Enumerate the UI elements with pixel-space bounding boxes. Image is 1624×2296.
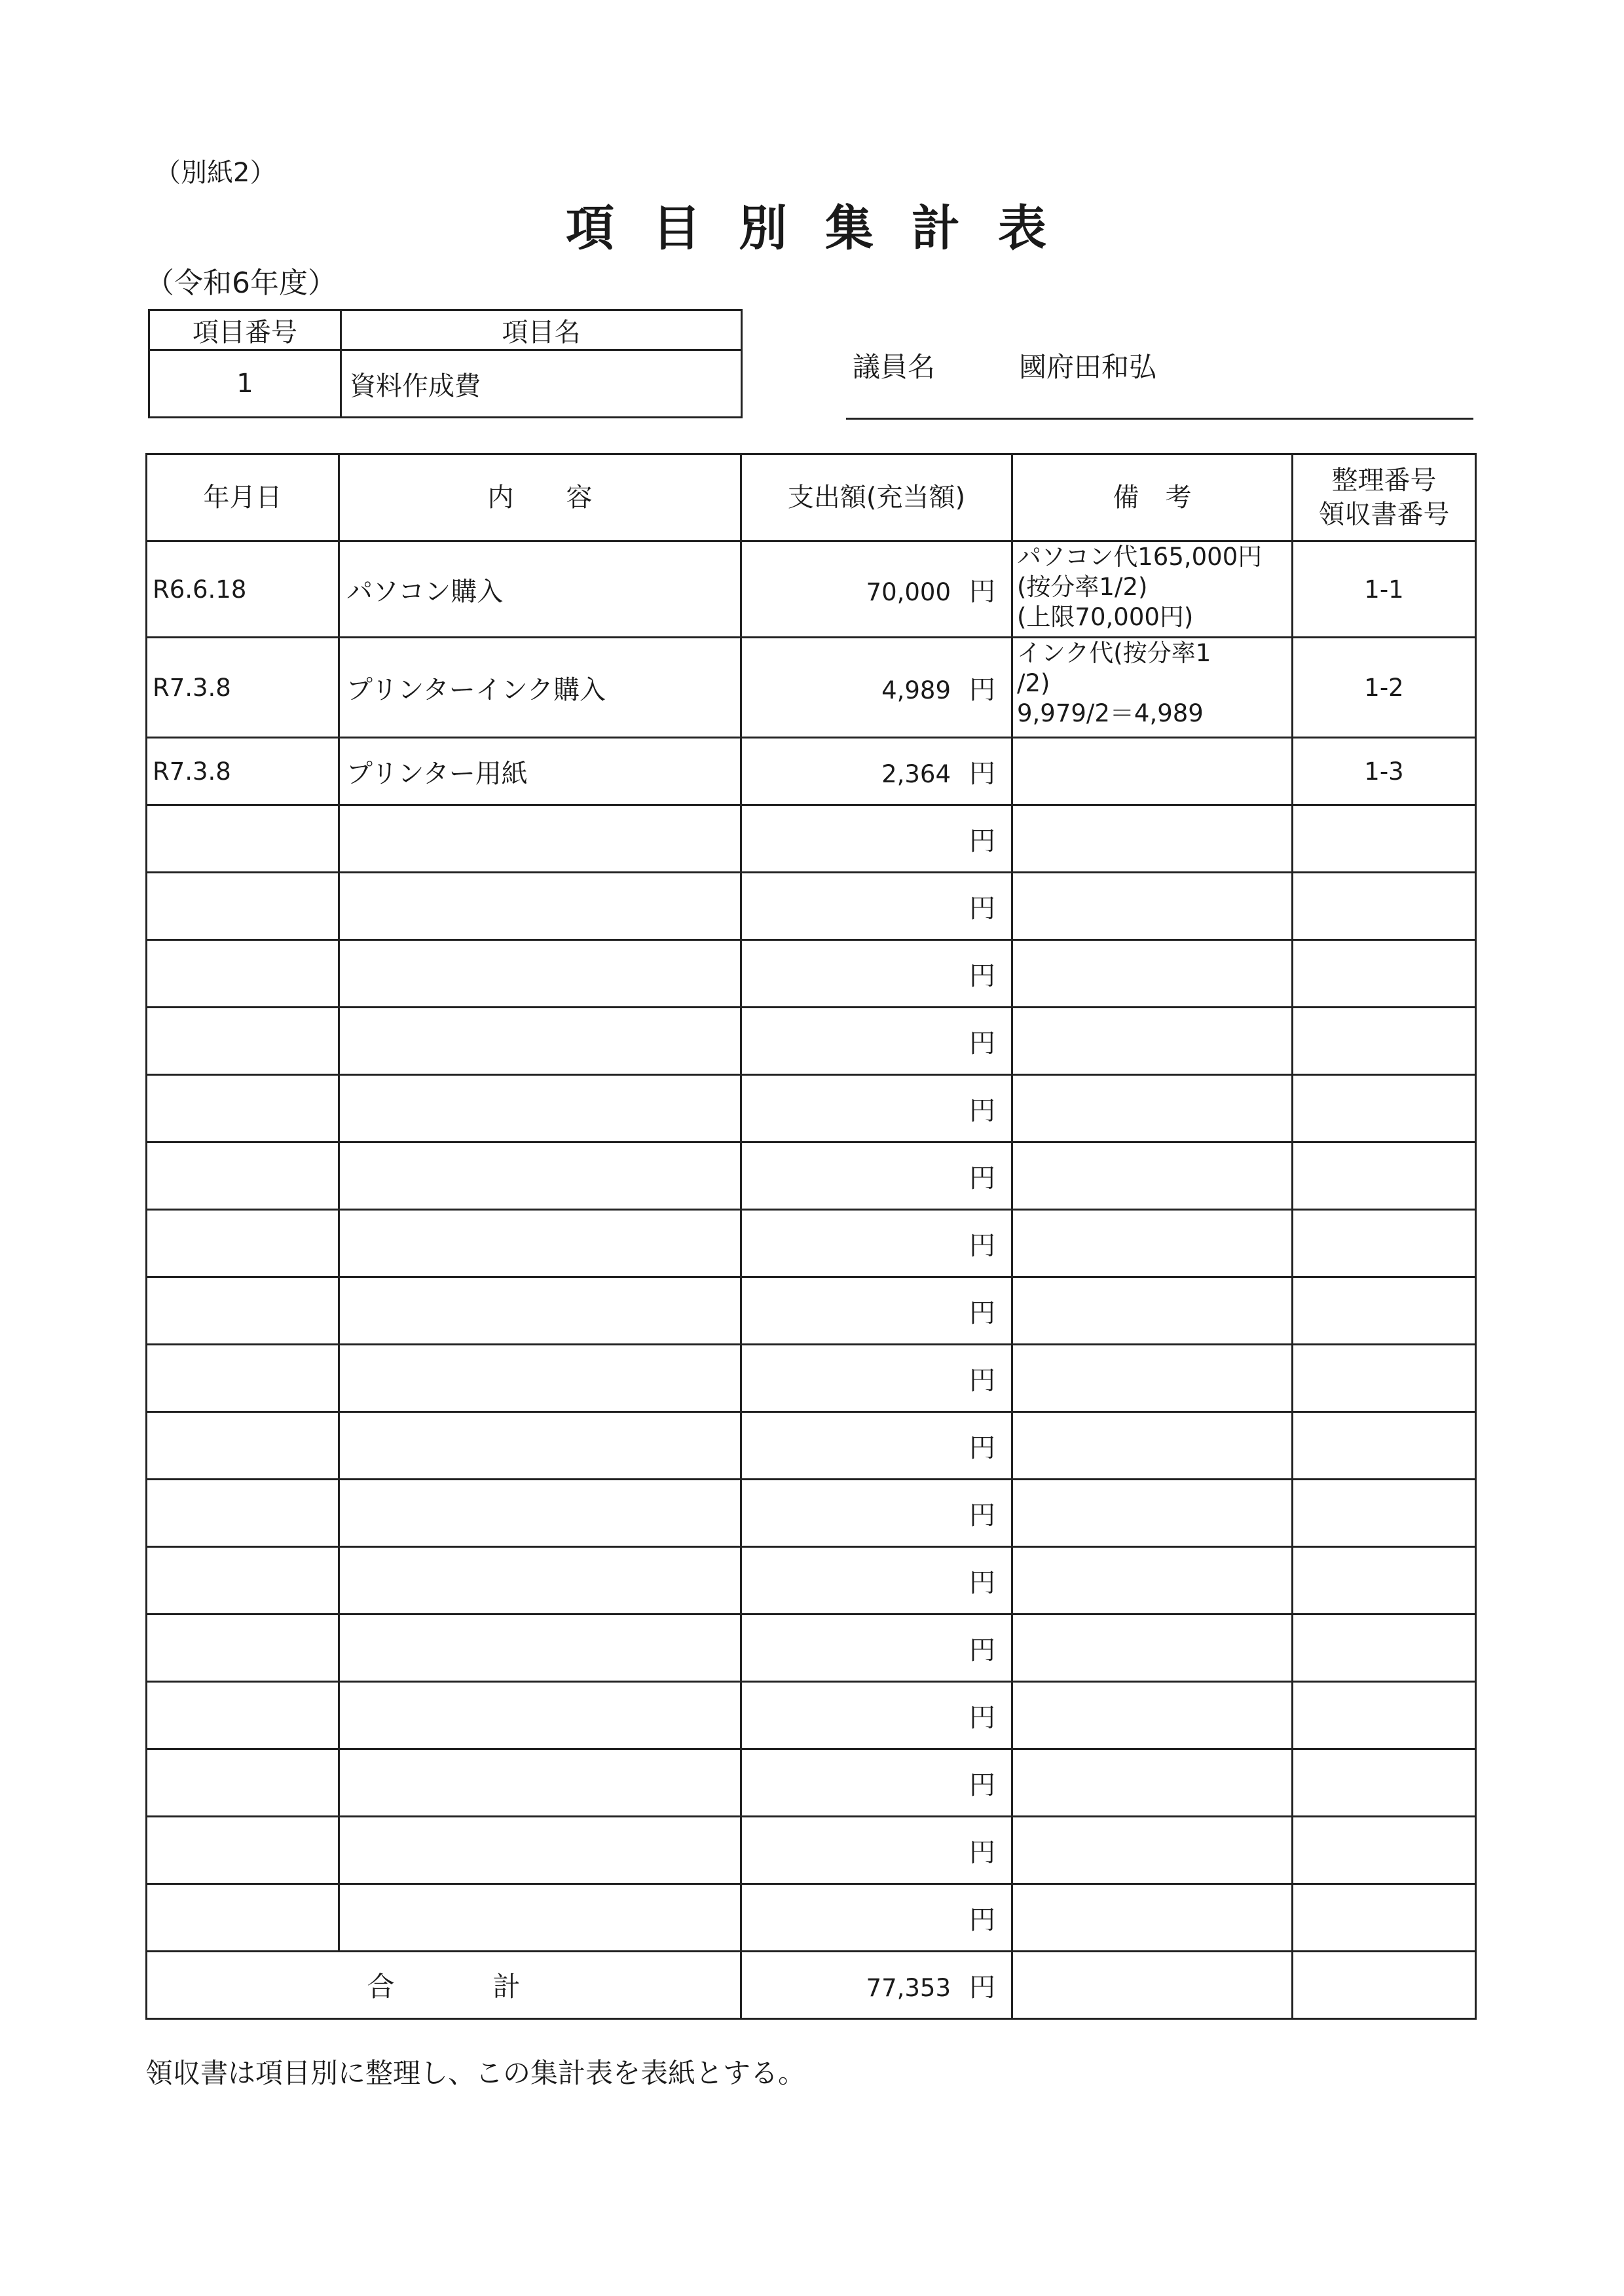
row-date (147, 1412, 339, 1480)
row-receipt (1293, 1884, 1476, 1952)
note-header: 備 考 (1012, 454, 1293, 541)
row-amount (741, 1884, 1012, 1952)
row-date (147, 873, 339, 940)
row-note (1012, 1749, 1293, 1817)
row-content (339, 1345, 741, 1412)
fiscal-year: （令和6年度） (145, 266, 337, 300)
row-amount (741, 738, 1012, 805)
empty-table-row (147, 805, 1476, 873)
row-date (147, 1884, 339, 1952)
amount-header: 支出額(充当額) (741, 454, 1012, 541)
row-receipt (1293, 1142, 1476, 1210)
row-date (147, 1008, 339, 1075)
row-receipt (1293, 1682, 1476, 1749)
yen-unit: 円 (969, 1230, 995, 1261)
row-amount (741, 1210, 1012, 1277)
yen-unit: 円 (969, 1298, 995, 1328)
row-note-line: (上限70,000円) (1017, 603, 1194, 631)
yen-unit: 円 (969, 893, 995, 924)
table-row (147, 738, 1476, 805)
yen-unit: 円 (969, 758, 995, 789)
row-content: プリンターインク購入 (339, 638, 741, 738)
row-note (1012, 1480, 1293, 1547)
row-note (1012, 805, 1293, 873)
empty-table-row (147, 1008, 1476, 1075)
row-date (147, 1480, 339, 1547)
row-content (339, 1547, 741, 1614)
row-receipt (1293, 1075, 1476, 1142)
row-note (1012, 1345, 1293, 1412)
yen-unit: 円 (969, 1904, 995, 1935)
row-receipt: 1-2 (1293, 638, 1476, 738)
row-date (147, 1277, 339, 1345)
row-amount-value: 70,000 (866, 577, 951, 606)
row-date (147, 805, 339, 873)
row-date (147, 1345, 339, 1412)
yen-unit: 円 (969, 1028, 995, 1059)
table-row (147, 541, 1476, 638)
expense-table (145, 453, 1477, 2020)
attachment-label: （別紙2） (155, 158, 276, 188)
row-content (339, 1210, 741, 1277)
item-number: 1 (149, 350, 341, 418)
empty-table-row (147, 1277, 1476, 1345)
row-content (339, 805, 741, 873)
member-underline (846, 418, 1473, 420)
row-note-line: /2) (1017, 669, 1050, 697)
item-number-header: 項目番号 (149, 310, 341, 350)
row-receipt (1293, 1480, 1476, 1547)
table-row (147, 638, 1476, 738)
yen-unit: 円 (969, 1635, 995, 1666)
row-receipt (1293, 1008, 1476, 1075)
row-content (339, 940, 741, 1008)
yen-unit: 円 (969, 1702, 995, 1733)
empty-table-row (147, 1884, 1476, 1952)
row-amount (741, 940, 1012, 1008)
row-note (1012, 1547, 1293, 1614)
row-note (1012, 1817, 1293, 1884)
date-header: 年月日 (147, 454, 339, 541)
row-content (339, 1749, 741, 1817)
row-amount (741, 1277, 1012, 1345)
row-date (147, 1210, 339, 1277)
row-note (1012, 1277, 1293, 1345)
row-content (339, 1614, 741, 1682)
row-note (1012, 1884, 1293, 1952)
yen-unit: 円 (969, 576, 995, 607)
total-amount-value: 77,353 (866, 1973, 951, 2002)
row-amount (741, 1008, 1012, 1075)
row-amount (741, 805, 1012, 873)
row-content (339, 1277, 741, 1345)
footnote: 領収書は項目別に整理し、この集計表を表紙とする。 (145, 2057, 806, 2089)
row-note (1012, 541, 1293, 638)
row-amount (741, 1682, 1012, 1749)
row-note-line: (按分率1/2) (1017, 573, 1148, 601)
row-content: パソコン購入 (339, 541, 741, 638)
yen-unit: 円 (969, 1432, 995, 1463)
row-content (339, 1480, 741, 1547)
row-date (147, 1547, 339, 1614)
row-amount (741, 1142, 1012, 1210)
row-amount-value: 2,364 (881, 759, 951, 788)
row-note (1012, 1008, 1293, 1075)
yen-unit: 円 (969, 674, 995, 705)
empty-table-row (147, 1817, 1476, 1884)
total-amount (741, 1952, 1012, 2019)
empty-table-row (147, 1075, 1476, 1142)
empty-table-row (147, 1682, 1476, 1749)
page-title: 項目別集計表 (566, 200, 1084, 257)
row-note (1012, 1614, 1293, 1682)
yen-unit: 円 (969, 1500, 995, 1531)
row-note (1012, 1142, 1293, 1210)
row-content (339, 1008, 741, 1075)
row-amount (741, 1075, 1012, 1142)
row-content (339, 1412, 741, 1480)
row-note (1012, 873, 1293, 940)
total-label: 合計 (147, 1952, 741, 2019)
row-amount (741, 638, 1012, 738)
row-receipt (1293, 1210, 1476, 1277)
yen-unit: 円 (969, 1972, 995, 2003)
row-amount (741, 1749, 1012, 1817)
row-amount (741, 1547, 1012, 1614)
row-date (147, 1075, 339, 1142)
row-note (1012, 638, 1293, 738)
row-note (1012, 940, 1293, 1008)
empty-table-row (147, 1480, 1476, 1547)
row-note (1012, 1412, 1293, 1480)
row-amount (741, 1614, 1012, 1682)
yen-unit: 円 (969, 1365, 995, 1396)
row-note-line: 9,979/2＝4,989 (1017, 699, 1204, 727)
row-receipt (1293, 940, 1476, 1008)
empty-table-row (147, 940, 1476, 1008)
content-header: 内 容 (339, 454, 741, 541)
row-date (147, 1614, 339, 1682)
row-date (147, 940, 339, 1008)
row-content (339, 1817, 741, 1884)
row-receipt (1293, 873, 1476, 940)
row-amount (741, 1412, 1012, 1480)
row-amount (741, 1817, 1012, 1884)
item-table (148, 309, 743, 418)
row-amount (741, 1345, 1012, 1412)
yen-unit: 円 (969, 1770, 995, 1800)
row-receipt (1293, 805, 1476, 873)
row-date: R7.3.8 (147, 638, 339, 738)
row-content: プリンター用紙 (339, 738, 741, 805)
row-content (339, 1142, 741, 1210)
yen-unit: 円 (969, 1095, 995, 1126)
row-date: R7.3.8 (147, 738, 339, 805)
row-date (147, 1142, 339, 1210)
row-receipt (1293, 1277, 1476, 1345)
row-receipt (1293, 1614, 1476, 1682)
empty-table-row (147, 1614, 1476, 1682)
empty-table-row (147, 1345, 1476, 1412)
empty-table-row (147, 1547, 1476, 1614)
empty-table-row (147, 1749, 1476, 1817)
row-note (1012, 1682, 1293, 1749)
yen-unit: 円 (969, 826, 995, 856)
total-note (1012, 1952, 1293, 2019)
row-receipt: 1-3 (1293, 738, 1476, 805)
row-note-line: インク代(按分率1 (1017, 639, 1211, 667)
empty-table-row (147, 1210, 1476, 1277)
table-header-row (147, 454, 1476, 541)
row-receipt (1293, 1817, 1476, 1884)
receipt-header-line1: 整理番号 (1331, 465, 1437, 496)
total-row (147, 1952, 1476, 2019)
member-label: 議員名 (853, 351, 936, 383)
yen-unit: 円 (969, 1837, 995, 1868)
row-amount (741, 541, 1012, 638)
row-content (339, 1075, 741, 1142)
receipt-header (1293, 454, 1476, 541)
row-content (339, 1682, 741, 1749)
row-receipt: 1-1 (1293, 541, 1476, 638)
row-date (147, 1817, 339, 1884)
receipt-header-line2: 領収書番号 (1318, 500, 1450, 530)
row-date (147, 1682, 339, 1749)
yen-unit: 円 (969, 1163, 995, 1194)
row-date: R6.6.18 (147, 541, 339, 638)
row-content (339, 873, 741, 940)
empty-table-row (147, 1412, 1476, 1480)
yen-unit: 円 (969, 960, 995, 991)
empty-table-row (147, 1142, 1476, 1210)
row-receipt (1293, 1345, 1476, 1412)
row-receipt (1293, 1749, 1476, 1817)
yen-unit: 円 (969, 1567, 995, 1598)
total-receipt (1293, 1952, 1476, 2019)
member-name: 國府田和弘 (1019, 351, 1157, 383)
row-note (1012, 1075, 1293, 1142)
row-receipt (1293, 1547, 1476, 1614)
item-name-header: 項目名 (341, 310, 742, 350)
row-receipt (1293, 1412, 1476, 1480)
row-note-line: パソコン代165,000円 (1017, 543, 1263, 571)
row-note (1012, 1210, 1293, 1277)
row-note (1012, 738, 1293, 805)
row-amount (741, 1480, 1012, 1547)
row-content (339, 1884, 741, 1952)
row-date (147, 1749, 339, 1817)
row-amount-value: 4,989 (881, 676, 951, 704)
row-amount (741, 873, 1012, 940)
empty-table-row (147, 873, 1476, 940)
item-name: 資料作成費 (341, 350, 742, 418)
